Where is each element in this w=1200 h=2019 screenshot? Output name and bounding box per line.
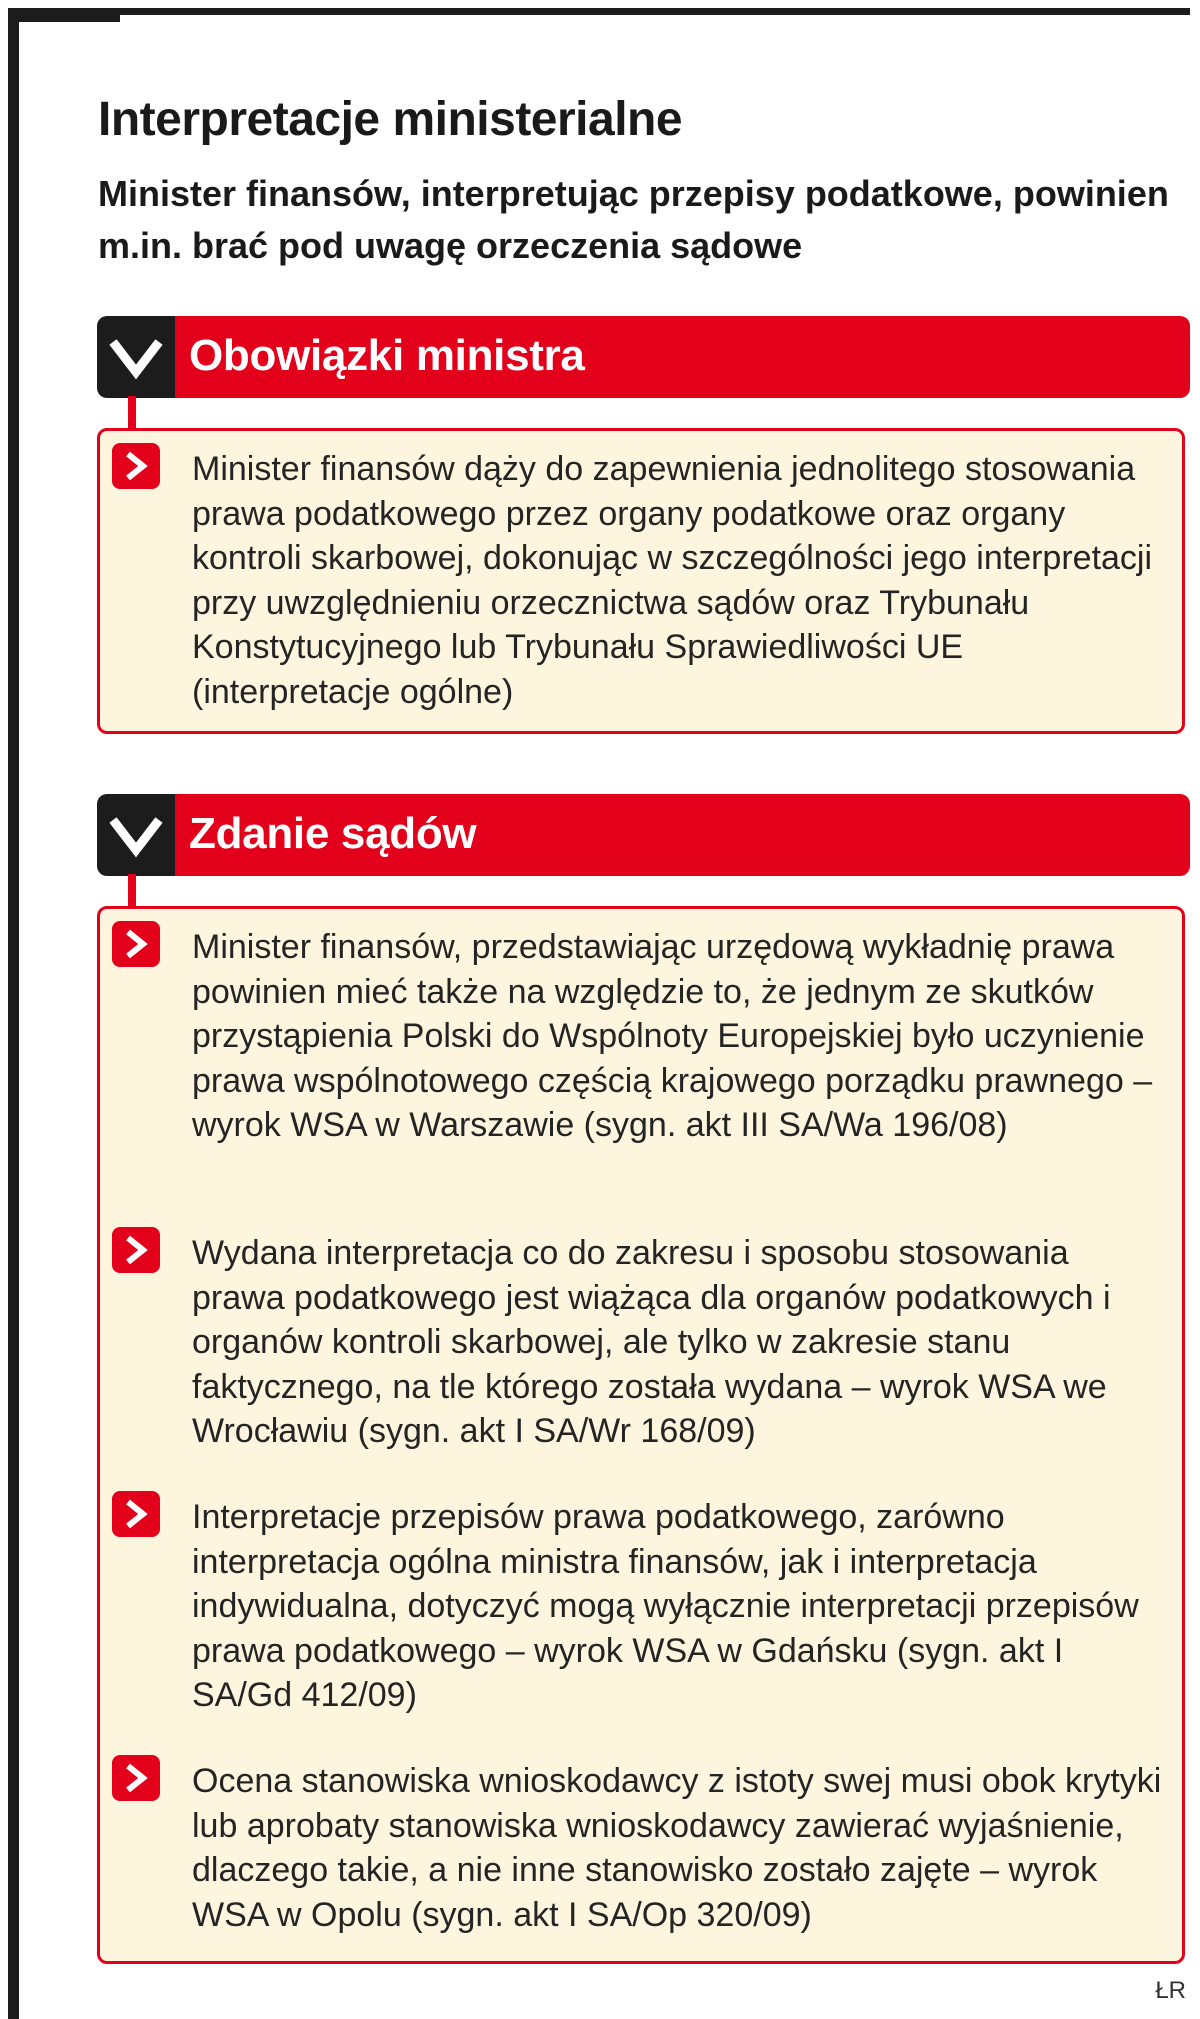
frame-left-rule <box>8 8 19 2019</box>
frame-corner <box>8 8 120 22</box>
page-title: Interpretacje ministerialne <box>98 93 683 146</box>
bullet-badge <box>112 921 160 967</box>
item-text: Ocena stanowiska wnioskodawcy z istoty swej musi obok krytyki lub aprobaty stanowiska wnioskodawcy zawierać wyjaśnienie, dlaczego takie, a nie inne stanowisko zostało zajęte – wyrok WSA w Opolu (sygn. akt I SA/Op 320/09) <box>192 1762 1162 1934</box>
section-box-zdanie <box>97 906 1185 1964</box>
bullet-badge <box>112 1227 160 1273</box>
section-connector <box>128 396 136 430</box>
frame-top-rule <box>8 8 1190 15</box>
section-connector <box>128 874 136 908</box>
chevron-down-icon <box>107 808 165 862</box>
section-title: Zdanie sądów <box>189 809 477 858</box>
section-title: Obowiązki ministra <box>189 331 585 380</box>
item-text: Interpretacje przepisów prawa podatkowego, zarówno interpretacja ogólna ministra finansów, jak i interpretacja indywidualna, dotyczyć mogą wyłącznie interpretacji przepisów prawa podatkowego – wyrok WSA w Gdańsku (sygn. akt I SA/Gd 412/09) <box>192 1498 1139 1714</box>
bullet-badge <box>112 1491 160 1537</box>
bullet-badge <box>112 443 160 489</box>
item-text: Wydana interpretacja co do zakresu i sposobu stosowania prawa podatkowego jest wiążąca dla organów podatkowych i organów kontroli skarbowej, ale tylko w zakresie stanu faktycznego, na tle którego została wydana – wyrok WSA we Wrocławiu (sygn. akt I SA/Wr 168/09) <box>192 1234 1111 1450</box>
section-title-bar <box>175 316 1190 398</box>
section-check-badge <box>97 794 175 876</box>
section-check-badge <box>97 316 175 398</box>
chevron-right-icon <box>123 451 149 481</box>
item-text: Minister finansów, przedstawiając urzędową wykładnię prawa powinien mieć także na względzie to, że jednym ze skutków przystąpienia Polski do Wspólnoty Europejskiej było uczynienie prawa wspólnotowego częścią krajowego porządku prawnego – wyrok WSA w Warszawie (sygn. akt III SA/Wa 196/08) <box>192 928 1153 1144</box>
page-subtitle: Minister finansów, interpretując przepisy podatkowe, powinien m.in. brać pod uwagę orzeczenia sądowe <box>98 173 1169 266</box>
chevron-down-icon <box>107 330 165 384</box>
section-header-zdanie <box>97 794 1190 876</box>
item-text: Minister finansów dąży do zapewnienia jednolitego stosowania prawa podatkowego przez organy podatkowe oraz organy kontroli skarbowej, dokonując w szczególności jego interpretacji przy uwzględnieniu orzecznictwa sądów oraz Trybunału Konstytucyjnego lub Trybunału Sprawiedliwości UE (interpretacje ogólne) <box>192 450 1153 711</box>
author-credit: ŁR <box>1155 1977 1186 2004</box>
chevron-right-icon <box>123 1499 149 1529</box>
section-header-obowiazki <box>97 316 1190 398</box>
bullet-badge <box>112 1755 160 1801</box>
chevron-right-icon <box>123 1763 149 1793</box>
section-title-bar <box>175 794 1190 876</box>
chevron-right-icon <box>123 929 149 959</box>
chevron-right-icon <box>123 1235 149 1265</box>
section-box-obowiazki <box>97 428 1185 734</box>
